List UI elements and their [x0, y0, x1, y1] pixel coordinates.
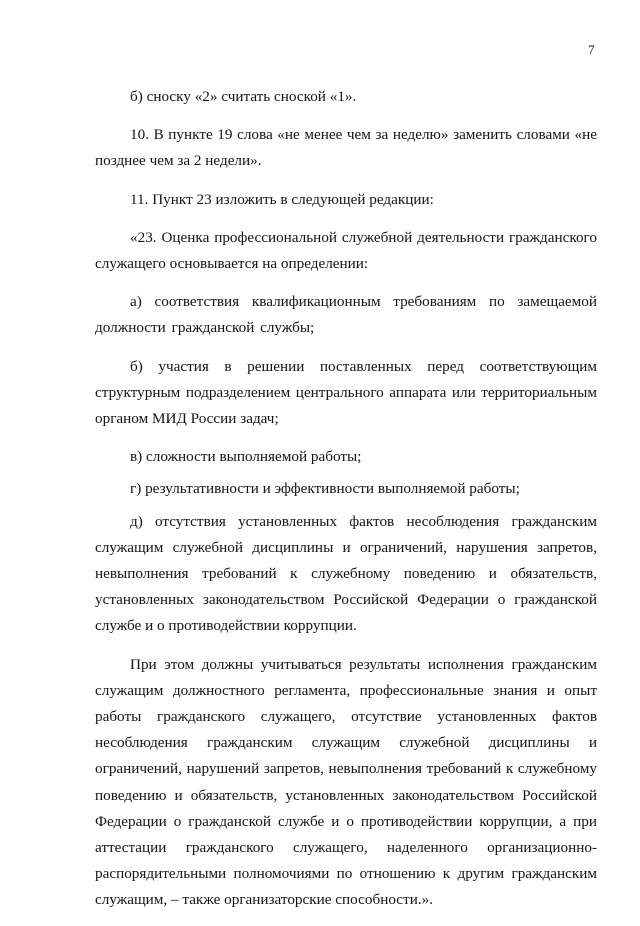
paragraph-subitem-v: в) сложности выполняемой работы; — [130, 448, 362, 466]
paragraph-subitem-b: б) участия в решении поставленных перед соответствующим структурным подразделением центрального аппарата или территориальным органом МИД России задач; — [95, 357, 597, 428]
paragraph-clause-23: «23. Оценка профессиональной служебной деятельности гражданского служащего основывается на определении: — [95, 228, 597, 273]
page-number: 7 — [588, 42, 595, 57]
paragraph-item-10: 10. В пункте 19 слова «не менее чем за неделю» заменить словами «не позднее чем за 2 недели». — [95, 126, 597, 170]
paragraph-evaluation-factors: При этом должны учитываться результаты исполнения гражданским служащим должностного регламента, профессиональные знания и опыт работы гражданского служащего, отсутствие установленных фактов несоблюдения гражданским служащим служебной дисциплины и ограничений, нарушений запретов, невыполнения требований к служебному поведению и обязательств, установленных законодательством Российской Федерации о гражданской службе и о противодействии коррупции, а при аттестации гражданского служащего, наделенного организационно-распорядительными полномочиями по отношению к другим гражданским служащим, – также организаторские способности.». — [95, 655, 597, 909]
paragraph-subitem-g: г) результативности и эффективности выполняемой работы; — [130, 480, 520, 498]
paragraph-subitem-a: а) соответствия квалификационным требованиям по замещаемой должности гражданской службы; — [95, 293, 597, 337]
paragraph-footnote-renumber: б) сноску «2» считать сноской «1». — [130, 88, 357, 105]
paragraph-subitem-d: д) отсутствия установленных фактов несоблюдения гражданским служащим служебной дисциплины и ограничений, нарушения запретов, невыполнения требований к служебному поведению и обязательств, установленных законодательством Российской Федерации о гражданской службе и о противодействии коррупции. — [95, 512, 597, 635]
paragraph-item-11: 11. Пункт 23 изложить в следующей редакции: — [130, 190, 434, 208]
document-body — [95, 84, 597, 926]
